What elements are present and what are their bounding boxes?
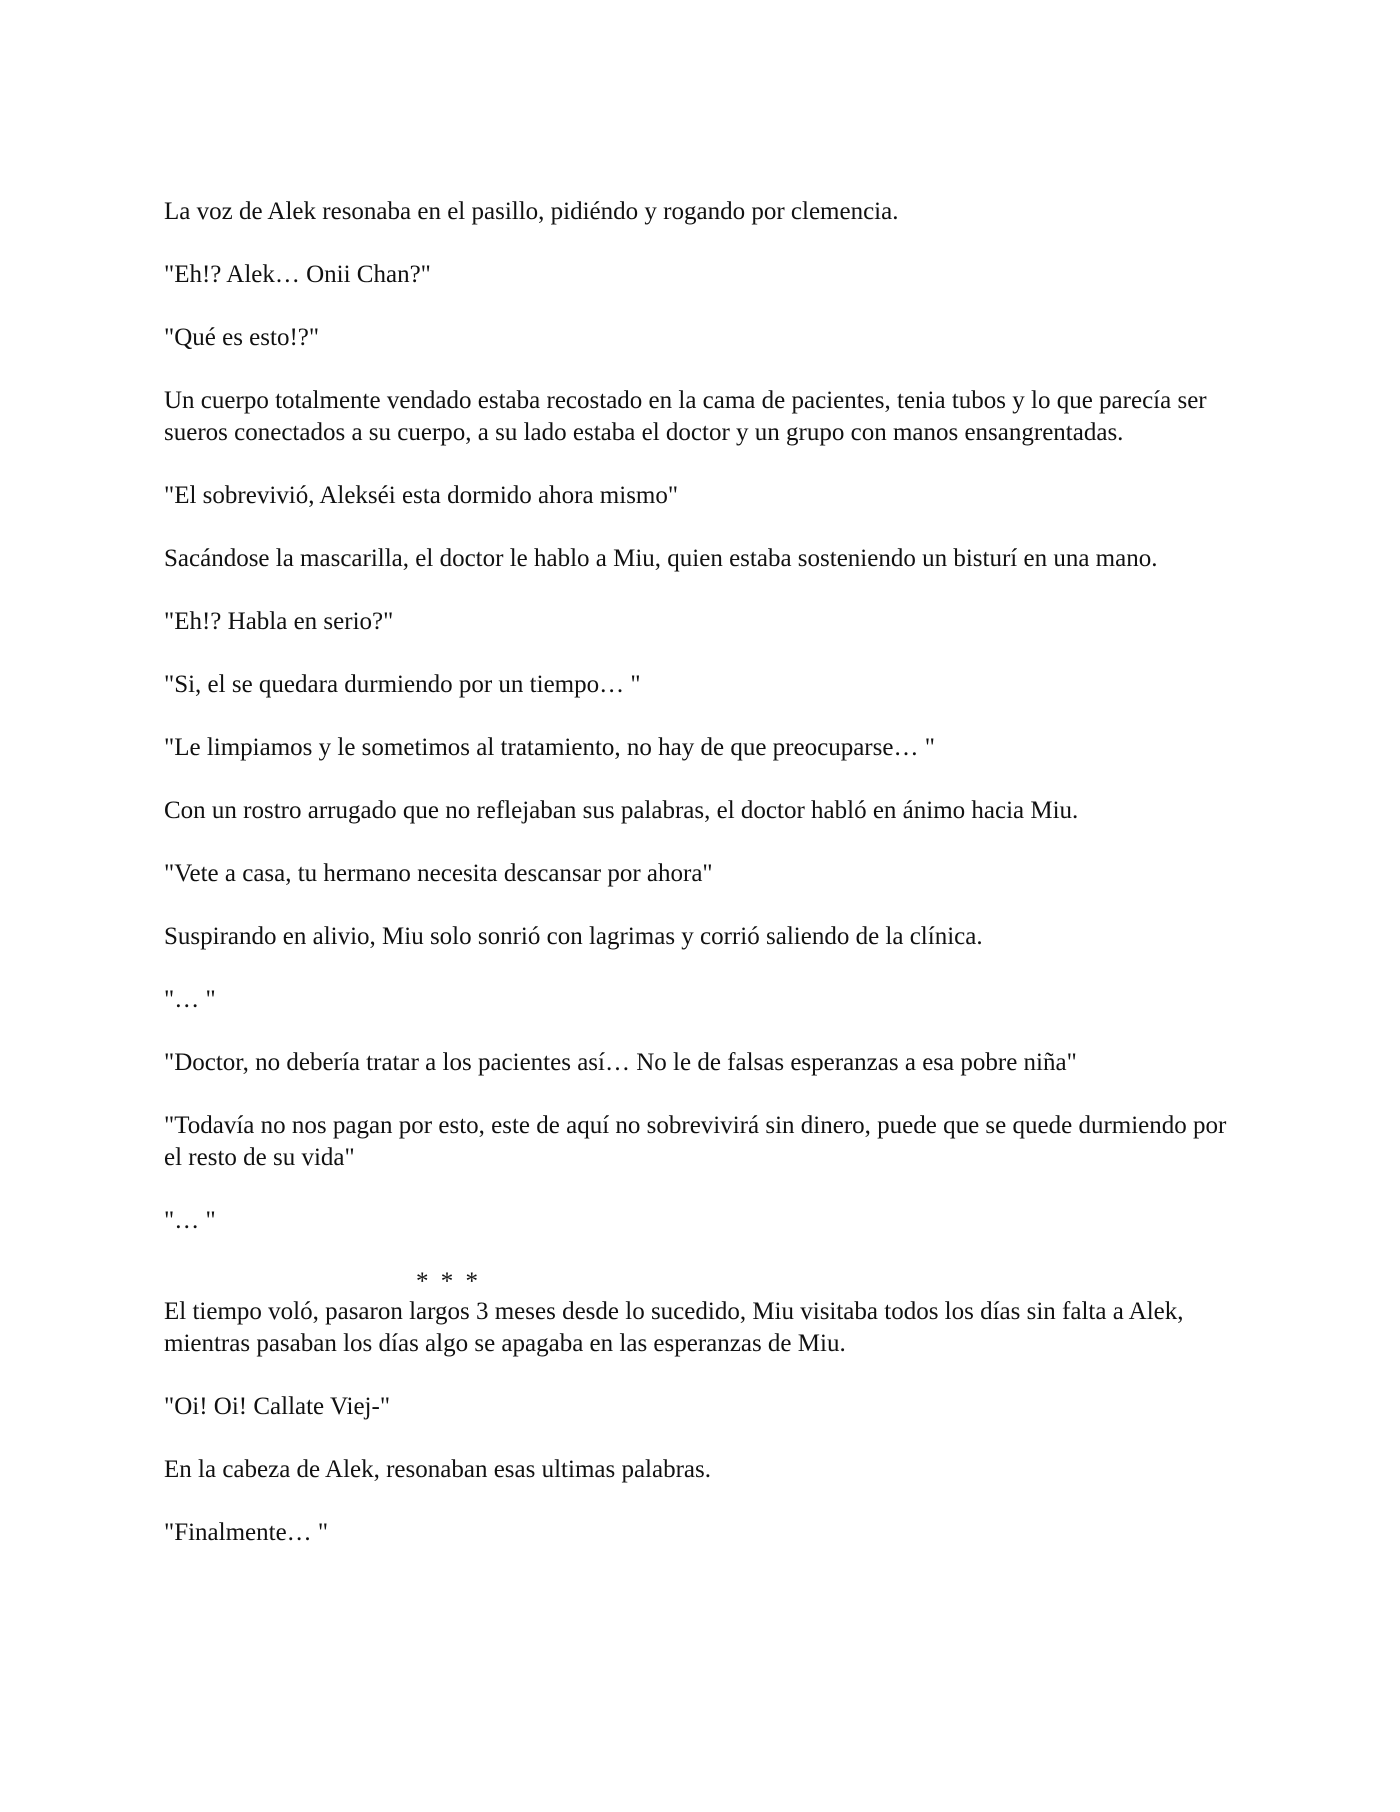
paragraph-15: "Todavía no nos pagan por esto, este de aquí no sobrevivirá sin dinero, puede que se quede durmiendo por el resto de su vida" bbox=[164, 1112, 1233, 1171]
scene-separator: * * * bbox=[416, 1268, 481, 1295]
paragraph-6: Sacándose la mascarilla, el doctor le hablo a Miu, quien estaba sosteniendo un bisturí en una mano. bbox=[164, 545, 1158, 572]
body-text bbox=[164, 196, 1234, 1580]
paragraph-11: "Vete a casa, tu hermano necesita descansar por ahora" bbox=[164, 860, 713, 887]
paragraph-14: "Doctor, no debería tratar a los pacientes así… No le de falsas esperanzas a esa pobre niña" bbox=[164, 1049, 1077, 1076]
paragraph-20: "Finalmente… " bbox=[164, 1519, 329, 1546]
paragraph-9: "Le limpiamos y le sometimos al tratamiento, no hay de que preocuparse… " bbox=[164, 734, 935, 761]
paragraph-17: El tiempo voló, pasaron largos 3 meses desde lo sucedido, Miu visitaba todos los días sin falta a Alek, mientras pasaban los días algo se apagaba en las esperanzas de Miu. bbox=[164, 1298, 1190, 1357]
paragraph-3: "Qué es esto!?" bbox=[164, 324, 320, 351]
paragraph-7: "Eh!? Habla en serio?" bbox=[164, 608, 394, 635]
paragraph-1: La voz de Alek resonaba en el pasillo, pidiéndo y rogando por clemencia. bbox=[164, 198, 899, 225]
paragraph-8: "Si, el se quedara durmiendo por un tiempo… " bbox=[164, 671, 641, 698]
paragraph-4: Un cuerpo totalmente vendado estaba recostado en la cama de pacientes, tenia tubos y lo que parecía ser sueros conectados a su cuerpo, a su lado estaba el doctor y un grupo con manos ensangrentadas. bbox=[164, 387, 1213, 446]
paragraph-2: "Eh!? Alek… Onii Chan?" bbox=[164, 261, 431, 288]
paragraph-16: "… " bbox=[164, 1207, 216, 1234]
paragraph-12: Suspirando en alivio, Miu solo sonrió con lagrimas y corrió saliendo de la clínica. bbox=[164, 923, 983, 950]
paragraph-19: En la cabeza de Alek, resonaban esas ultimas palabras. bbox=[164, 1456, 711, 1483]
paragraph-18: "Oi! Oi! Callate Viej-" bbox=[164, 1393, 391, 1420]
paragraph-5: "El sobrevivió, Alekséi esta dormido ahora mismo" bbox=[164, 482, 679, 509]
paragraph-10: Con un rostro arrugado que no reflejaban sus palabras, el doctor habló en ánimo hacia Miu. bbox=[164, 797, 1079, 824]
paragraph-13: "… " bbox=[164, 986, 216, 1013]
